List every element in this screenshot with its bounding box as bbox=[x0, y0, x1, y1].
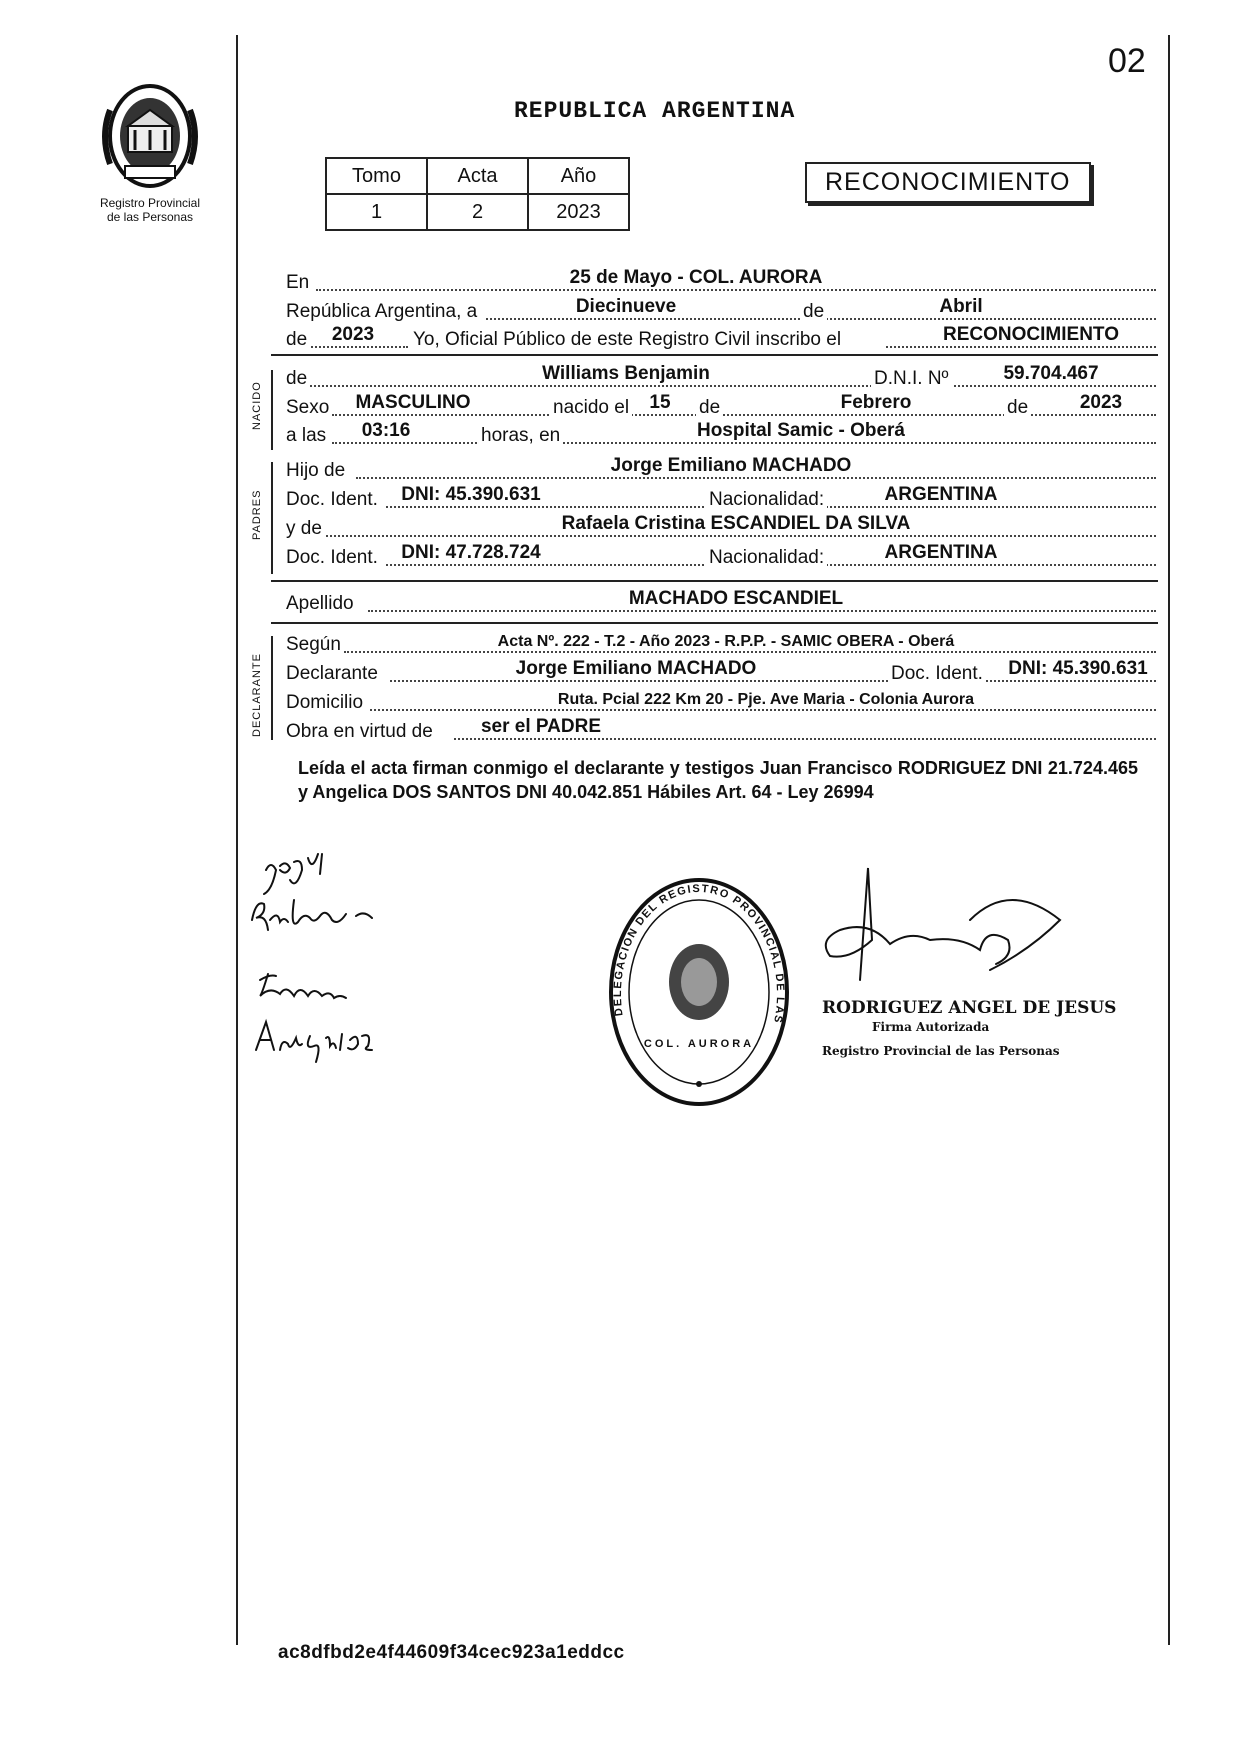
record-table bbox=[325, 157, 630, 231]
row-domicilio bbox=[286, 688, 1156, 714]
left-margin-rule bbox=[236, 35, 238, 1645]
official-signature-scrawl-icon bbox=[810, 860, 1110, 990]
official-stamp bbox=[604, 872, 794, 1112]
field-birth-place: Hospital Samic - Oberá bbox=[696, 420, 905, 441]
registry-logo bbox=[70, 80, 230, 224]
label-y-de: y de bbox=[286, 518, 325, 540]
official-role: Firma Autorizada bbox=[872, 1020, 990, 1034]
official-signature bbox=[810, 860, 1110, 990]
side-label-padres: PADRES bbox=[251, 489, 263, 540]
stamp-inner-text: COL. AURORA bbox=[643, 1038, 755, 1050]
field-mother-name: Rafaela Cristina ESCANDIEL DA SILVA bbox=[561, 513, 911, 534]
label-domicilio: Domicilio bbox=[286, 692, 366, 714]
field-year: 2023 bbox=[331, 324, 375, 345]
separator bbox=[271, 622, 1158, 624]
field-birth-day: 15 bbox=[649, 392, 671, 413]
label-declarante: Declarante bbox=[286, 663, 381, 685]
page-number: 02 bbox=[1108, 42, 1146, 80]
field-birth-month: Febrero bbox=[840, 392, 912, 413]
side-label-nacido: NACIDO bbox=[251, 381, 263, 430]
logo-label-2: de las Personas bbox=[106, 210, 194, 224]
row-obra bbox=[286, 717, 1156, 743]
label-hijo-de: Hijo de bbox=[286, 460, 348, 482]
label-segun: Según bbox=[286, 634, 344, 656]
field-father-nat: ARGENTINA bbox=[884, 484, 998, 505]
field-day: Diecinueve bbox=[575, 296, 677, 317]
row-hijo-de bbox=[286, 456, 1156, 482]
label-de: de bbox=[696, 397, 723, 419]
field-domicilio: Ruta. Pcial 222 Km 20 - Pje. Ave Maria - Colonia Aurora bbox=[557, 691, 975, 708]
right-margin-rule bbox=[1168, 35, 1170, 1645]
field-sexo: MASCULINO bbox=[355, 392, 471, 413]
separator bbox=[271, 580, 1158, 582]
side-label-declarante: DECLARANTE bbox=[251, 653, 263, 737]
label-obra: Obra en virtud de bbox=[286, 721, 436, 743]
document-hash: ac8dfbd2e4f44609f34cec923a1eddcc bbox=[278, 1642, 625, 1663]
handwritten-signatures-icon bbox=[246, 850, 446, 1090]
field-segun: Acta Nº. 222 - T.2 - Año 2023 - R.P.P. - SAMIC OBERA - Oberá bbox=[497, 633, 955, 650]
field-birth-time: 03:16 bbox=[361, 420, 411, 441]
label-dni: D.N.I. Nº bbox=[871, 368, 952, 390]
label-de2: de bbox=[286, 329, 310, 351]
row-y-de bbox=[286, 514, 1156, 540]
field-father-doc: DNI: 45.390.631 bbox=[401, 484, 541, 505]
row-declarante bbox=[286, 659, 1156, 685]
field-obra: ser el PADRE bbox=[480, 716, 602, 737]
label-doc-ident: Doc. Ident. bbox=[286, 489, 381, 511]
label-de: de bbox=[800, 301, 827, 323]
label-republica: República Argentina, a bbox=[286, 301, 480, 323]
row-republica bbox=[286, 297, 1156, 323]
field-act: RECONOCIMIENTO bbox=[943, 324, 1119, 345]
field-place: 25 de Mayo - COL. AURORA bbox=[569, 267, 823, 288]
row-nacido-name bbox=[286, 364, 1156, 390]
label-a-las: a las bbox=[286, 425, 329, 447]
row-segun bbox=[286, 630, 1156, 656]
witness-signatures bbox=[246, 850, 446, 1090]
table-cell: 1 bbox=[326, 194, 427, 230]
row-nacido-hora bbox=[286, 421, 1156, 447]
table-cell: 2 bbox=[427, 194, 528, 230]
field-birth-year: 2023 bbox=[1079, 392, 1123, 413]
field-declarante: Jorge Emiliano MACHADO bbox=[515, 658, 757, 679]
label-de: de bbox=[1004, 397, 1031, 419]
field-declarante-doc: DNI: 45.390.631 bbox=[1008, 658, 1148, 679]
row-mother-doc bbox=[286, 543, 1156, 569]
table-header: Tomo bbox=[326, 158, 427, 194]
row-en bbox=[286, 268, 1156, 294]
field-month: Abril bbox=[939, 296, 983, 317]
stamp-arc-text: DELEGACION DEL REGISTRO PROVINCIAL DE LAS bbox=[611, 882, 787, 1026]
official-name: RODRIGUEZ ANGEL DE JESUS bbox=[822, 998, 1117, 1018]
field-child-name: Williams Benjamin bbox=[542, 363, 710, 384]
label-doc-ident: Doc. Ident. bbox=[888, 663, 986, 685]
registry-stamp-icon bbox=[604, 872, 794, 1112]
closing-statement: Leída el acta firman conmigo el declarante y testigos Juan Francisco RODRIGUEZ DNI 21.724.465 y Angelica DOS SANTOS DNI 40.042.851 Hábiles Art. 64 - Ley 26994 bbox=[298, 758, 1138, 802]
label-nacionalidad: Nacionalidad: bbox=[706, 547, 827, 569]
table-cell: 2023 bbox=[528, 194, 629, 230]
table-header: Año bbox=[528, 158, 629, 194]
label-apellido: Apellido bbox=[286, 593, 357, 615]
field-mother-nat: ARGENTINA bbox=[884, 542, 998, 563]
record-type-box: RECONOCIMIENTO bbox=[805, 162, 1091, 203]
label-doc-ident: Doc. Ident. bbox=[286, 547, 381, 569]
field-mother-doc: DNI: 47.728.724 bbox=[401, 542, 541, 563]
row-year bbox=[286, 325, 1156, 351]
logo-label-1: Registro Provincial bbox=[99, 196, 201, 210]
label-horas-en: horas, en bbox=[478, 425, 563, 447]
table-header: Acta bbox=[427, 158, 528, 194]
separator bbox=[271, 354, 1158, 356]
document-title: REPUBLICA ARGENTINA bbox=[514, 98, 796, 124]
label-nacionalidad: Nacionalidad: bbox=[706, 489, 827, 511]
provincial-seal-icon bbox=[95, 80, 205, 192]
field-father-name: Jorge Emiliano MACHADO bbox=[610, 455, 852, 476]
row-nacido-sexo bbox=[286, 393, 1156, 419]
label-oficial: Yo, Oficial Público de este Registro Civil inscribo el bbox=[410, 329, 844, 351]
official-org: Registro Provincial de las Personas bbox=[822, 1044, 1060, 1058]
field-child-dni: 59.704.467 bbox=[1003, 363, 1099, 384]
row-apellido bbox=[286, 589, 1156, 615]
label-en: En bbox=[286, 272, 312, 294]
label-nacido-el: nacido el bbox=[550, 397, 632, 419]
row-father-doc bbox=[286, 485, 1156, 511]
label-sexo: Sexo bbox=[286, 397, 332, 419]
field-apellido: MACHADO ESCANDIEL bbox=[628, 588, 844, 609]
label-de: de bbox=[286, 368, 310, 390]
